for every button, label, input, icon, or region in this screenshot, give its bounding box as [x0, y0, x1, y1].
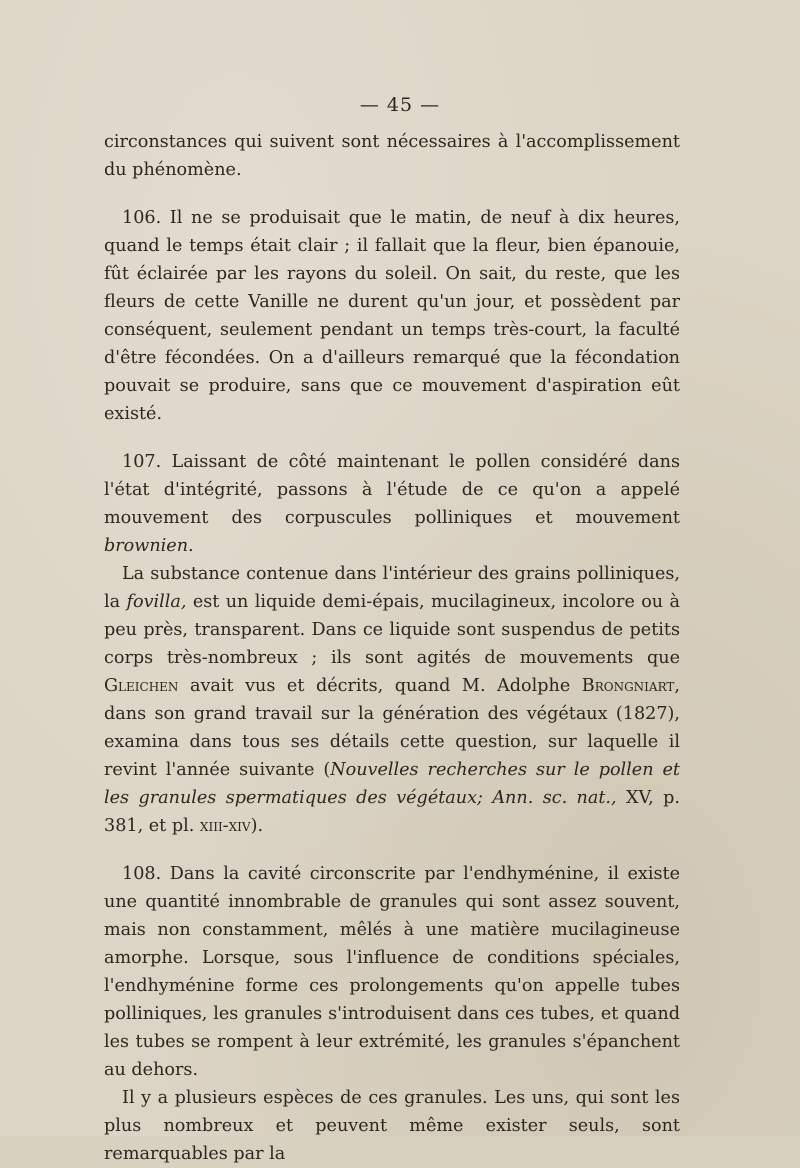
author-brongniart: Brongniart [581, 676, 675, 696]
paragraph-107-text: 107. Laissant de côté maintenant le pollen considéré dans l'état d'intégrité, passons à l'étude de ce qu'on a appelé mouvement des corpuscules polliniques et mouvement [104, 452, 680, 528]
term-brownien: brownien [104, 536, 189, 556]
fovilla-text-6: ). [250, 816, 264, 836]
paragraph-107 [104, 448, 680, 560]
fovilla-text-5: XV, p. 381, et pl. [104, 788, 680, 836]
fovilla-text-4: , dans son grand travail sur la génération des végétaux (1827), examina dans tous ses détails cette question, sur laquelle il revint l'année suivante ( [104, 676, 680, 780]
paragraph-106: 106. Il ne se produisait que le matin, de neuf à dix heures, quand le temps était clair ; il fallait que la fleur, bien épanouie, fût éclairée par les rayons du soleil. On sait, du reste, que les fleurs de cette Vanille ne durent qu'un jour, et possèdent par conséquent, seulement pendant un temps très-court, la faculté d'être fécondées. On a d'ailleurs remarqué que la fécondation pouvait se produire, sans que ce mouvement d'aspiration eût existé. [104, 208, 680, 424]
paragraph-108: 108. Dans la cavité circonscrite par l'endhyménine, il existe une quantité innombrable de granules qui sont assez souvent, mais non constamment, mêlés à une matière mucilagineuse amorphe. Lorsque, sous l'influence de conditions spéciales, l'endhyménine forme ces prolongements qu'on appelle tubes polliniques, les granules s'introduisent dans ces tubes, et quand les tubes se rompent à leur extrémité, les granules s'épanchent au dehors. [104, 864, 680, 1080]
page-number: — 45 — [359, 94, 441, 116]
fovilla-text-2: est un liquide demi-épais, mucilagineux, incolore ou à peu près, transparent. Dans ce liquide sont suspendus de petits corps très-nombreux ; ils sont agités de mouvements que [104, 592, 680, 668]
paragraph-108-granules: Il y a plusieurs espèces de ces granules. Les uns, qui sont les plus nombreux et peuvent même exister seuls, sont remarquables par la [104, 1088, 680, 1164]
term-fovilla: fovilla, [126, 592, 187, 612]
paragraph-continuation: circonstances qui suivent sont nécessaires à l'accomplissement du phénomène. [104, 132, 680, 180]
fovilla-text-3: avait vus et décrits, quand M. Adolphe [178, 676, 582, 696]
body-text [104, 128, 680, 1168]
paragraph-107-fovilla [104, 560, 680, 840]
fovilla-text-1: La substance contenue dans l'intérieur des grains polliniques, la [104, 564, 680, 612]
paragraph-107-end: . [188, 536, 194, 556]
plate-numbers: xiii-xiv [199, 816, 251, 836]
citation-title: Nouvelles recherches sur le pollen et les granules spermatiques des végétaux; Ann. sc. nat., [104, 760, 680, 808]
author-gleichen: Gleichen [104, 676, 179, 696]
